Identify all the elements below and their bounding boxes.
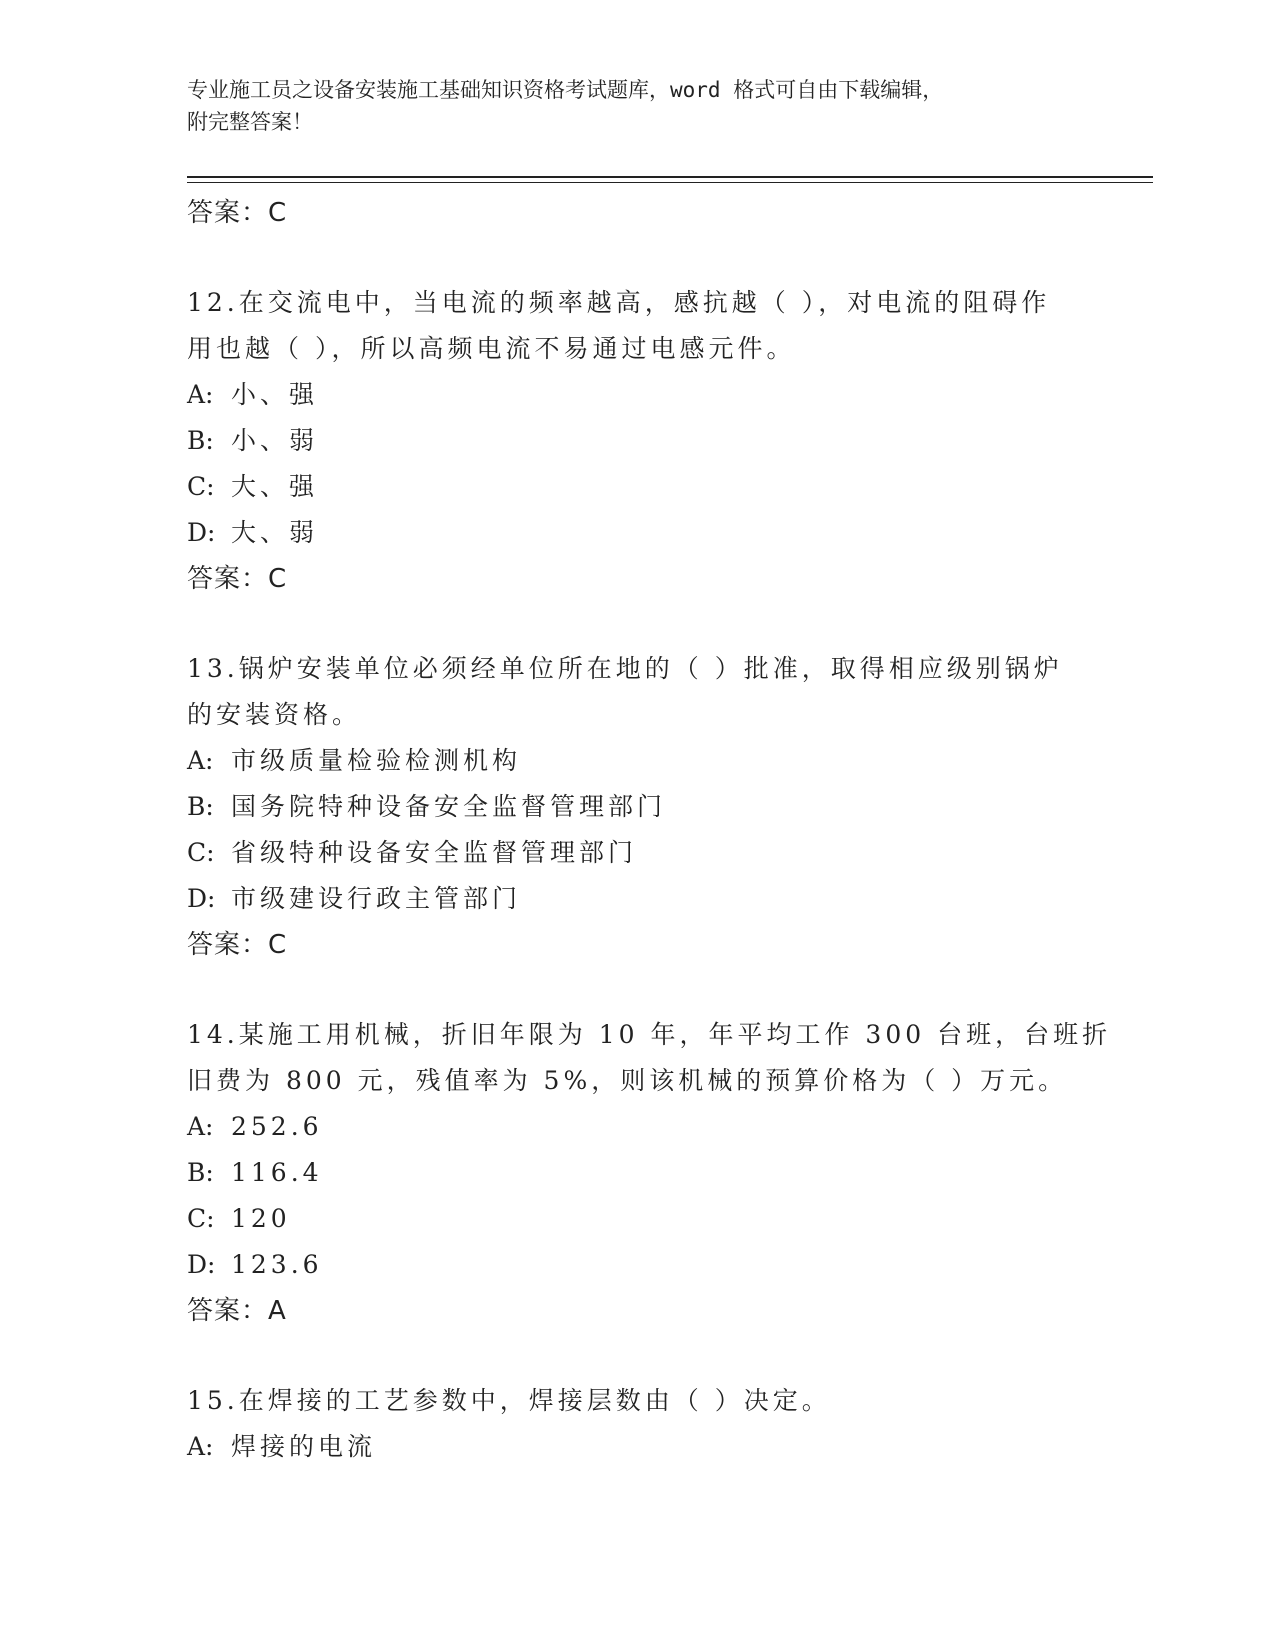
option-letter: B: xyxy=(187,792,214,821)
option-letter: D: xyxy=(187,518,216,547)
option-text: 省级特种设备安全监督管理部门 xyxy=(231,838,638,867)
option-letter: B: xyxy=(187,1158,214,1187)
option-d xyxy=(187,1242,1087,1288)
option-text: 116.4 xyxy=(231,1158,323,1187)
question-text-line: 12.在交流电中，当电流的频率越高，感抗越（ ），对电流的阻碍作 xyxy=(187,288,1051,317)
header-line-1: 专业施工员之设备安装施工基础知识资格考试题库，word 格式可自由下载编辑， xyxy=(187,78,944,102)
question-14 xyxy=(187,1012,1112,1334)
spacer xyxy=(187,968,1087,1012)
option-letter: C: xyxy=(187,838,215,867)
header-line-2: 附完整答案！ xyxy=(187,110,313,134)
option-d xyxy=(187,510,1087,556)
question-text-line: 用也越（ ），所以高频电流不易通过电感元件。 xyxy=(187,334,796,363)
option-letter: B: xyxy=(187,426,214,455)
option-a xyxy=(187,1104,1087,1150)
option-letter: A: xyxy=(187,380,214,409)
option-a xyxy=(187,738,1087,784)
option-letter: A: xyxy=(187,1112,214,1141)
question-text-line: 旧费为 800 元，残值率为 5%，则该机械的预算价格为（ ）万元。 xyxy=(187,1066,1068,1095)
option-c xyxy=(187,1196,1087,1242)
option-letter: C: xyxy=(187,472,215,501)
option-letter: D: xyxy=(187,1250,216,1279)
spacer xyxy=(187,602,1087,646)
header-divider-bottom xyxy=(187,182,1153,183)
question-text-line: 14.某施工用机械，折旧年限为 10 年，年平均工作 300 台班，台班折 xyxy=(187,1020,1112,1049)
option-a xyxy=(187,1424,1087,1470)
option-text: 市级质量检验检测机构 xyxy=(231,746,522,775)
spacer xyxy=(187,236,1087,280)
option-text: 120 xyxy=(231,1204,291,1233)
spacer xyxy=(187,1334,1087,1378)
question-12 xyxy=(187,280,1087,602)
option-text: 大、弱 xyxy=(231,518,319,547)
option-b xyxy=(187,1150,1087,1196)
option-b xyxy=(187,784,1087,830)
answer-line: 答案：C xyxy=(187,198,288,228)
option-text: 焊接的电流 xyxy=(231,1432,377,1461)
option-c xyxy=(187,830,1087,876)
question-text-line: 的安装资格。 xyxy=(187,700,362,729)
option-text: 大、强 xyxy=(231,472,319,501)
option-b xyxy=(187,418,1087,464)
option-letter: C: xyxy=(187,1204,215,1233)
option-text: 123.6 xyxy=(231,1250,323,1279)
option-a xyxy=(187,372,1087,418)
option-d xyxy=(187,876,1087,922)
header-divider-top xyxy=(187,176,1153,178)
option-letter: A: xyxy=(187,746,214,775)
question-13 xyxy=(187,646,1087,968)
option-text: 252.6 xyxy=(231,1112,323,1141)
option-text: 小、弱 xyxy=(231,426,319,455)
answer-line: 答案：C xyxy=(187,930,288,960)
question-15 xyxy=(187,1378,1087,1470)
document-header xyxy=(187,74,1147,138)
option-text: 市级建设行政主管部门 xyxy=(231,884,522,913)
answer-line: 答案：C xyxy=(187,564,288,594)
question-text-line: 15.在焊接的工艺参数中，焊接层数由（ ）决定。 xyxy=(187,1386,831,1415)
question-text-line: 13.锅炉安装单位必须经单位所在地的（ ）批准，取得相应级别锅炉 xyxy=(187,654,1063,683)
option-text: 小、强 xyxy=(231,380,319,409)
question-list xyxy=(187,190,1112,1470)
option-text: 国务院特种设备安全监督管理部门 xyxy=(231,792,667,821)
option-letter: A: xyxy=(187,1432,214,1461)
option-letter: D: xyxy=(187,884,216,913)
answer-line: 答案：A xyxy=(187,1296,287,1326)
option-c xyxy=(187,464,1087,510)
